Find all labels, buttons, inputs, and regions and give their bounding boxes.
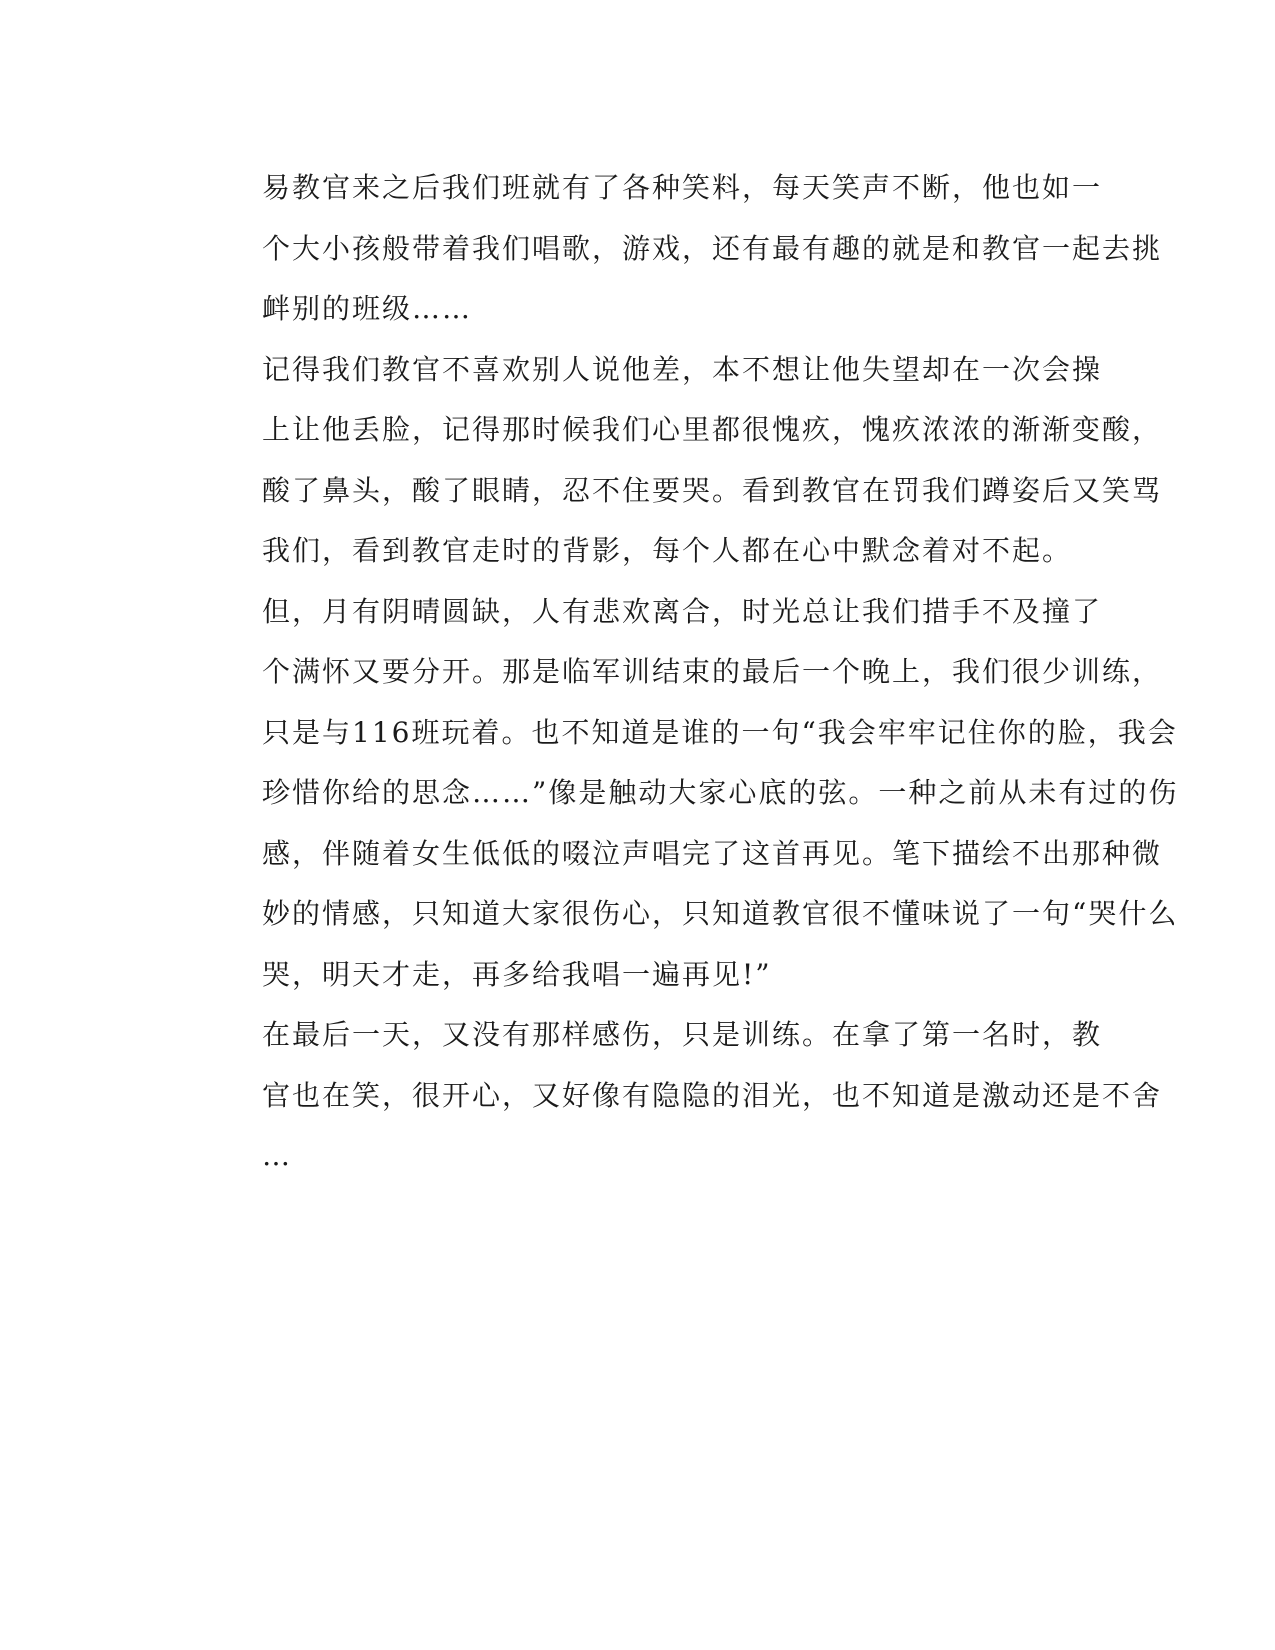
document-body [190, 158, 1179, 1187]
paragraph-2 [190, 340, 1163, 582]
text-line: 感，伴随着女生低低的啜泣声唱完了这首再见。笔下描绘不出那种微 [262, 836, 1163, 870]
text-line: 易教官来之后我们班就有了各种笑料，每天笑声不断，他也如一 [262, 171, 1103, 204]
text-line: 妙的情感，只知道大家很伤心，只知道教官很不懂味说了一句“哭什么 [262, 897, 1179, 930]
text-line: 我们，看到教官走时的背影，每个人都在心中默念着对不起。 [262, 534, 1073, 567]
text-line: … [262, 1139, 292, 1172]
text-line: 珍惜你给的思念……”像是触动大家心底的弦。一种之前从未有过的伤 [262, 776, 1179, 809]
text-line: 上让他丢脸，记得那时候我们心里都很愧疚，愧疚浓浓的渐渐变酸， [262, 413, 1163, 446]
text-line: 只是与116班玩着。也不知道是谁的一句“我会牢牢记住你的脸，我会 [262, 715, 1178, 749]
text-line: 官也在笑，很开心，又好像有隐隐的泪光，也不知道是激动还是不舍 [262, 1078, 1163, 1112]
paragraph-4 [190, 1005, 1163, 1187]
text-line: 但，月有阴晴圆缺，人有悲欢离合，时光总让我们措手不及撞了 [262, 594, 1103, 628]
text-line: 衅别的班级…… [262, 292, 473, 325]
text-line: 哭，明天才走，再多给我唱一遍再见!” [262, 957, 772, 991]
text-line: 在最后一天，又没有那样感伤，只是训练。在拿了第一名时，教 [262, 1018, 1103, 1051]
text-line: 记得我们教官不喜欢别人说他差，本不想让他失望却在一次会操 [262, 352, 1103, 386]
paragraph-1 [190, 158, 1163, 340]
text-line: 酸了鼻头，酸了眼睛，忍不住要哭。看到教官在罚我们蹲姿后又笑骂 [262, 473, 1163, 507]
text-line: 个大小孩般带着我们唱歌，游戏，还有最有趣的就是和教官一起去挑 [262, 231, 1163, 265]
paragraph-3 [190, 582, 1179, 1006]
text-line: 个满怀又要分开。那是临军训结束的最后一个晚上，我们很少训练， [262, 655, 1163, 688]
